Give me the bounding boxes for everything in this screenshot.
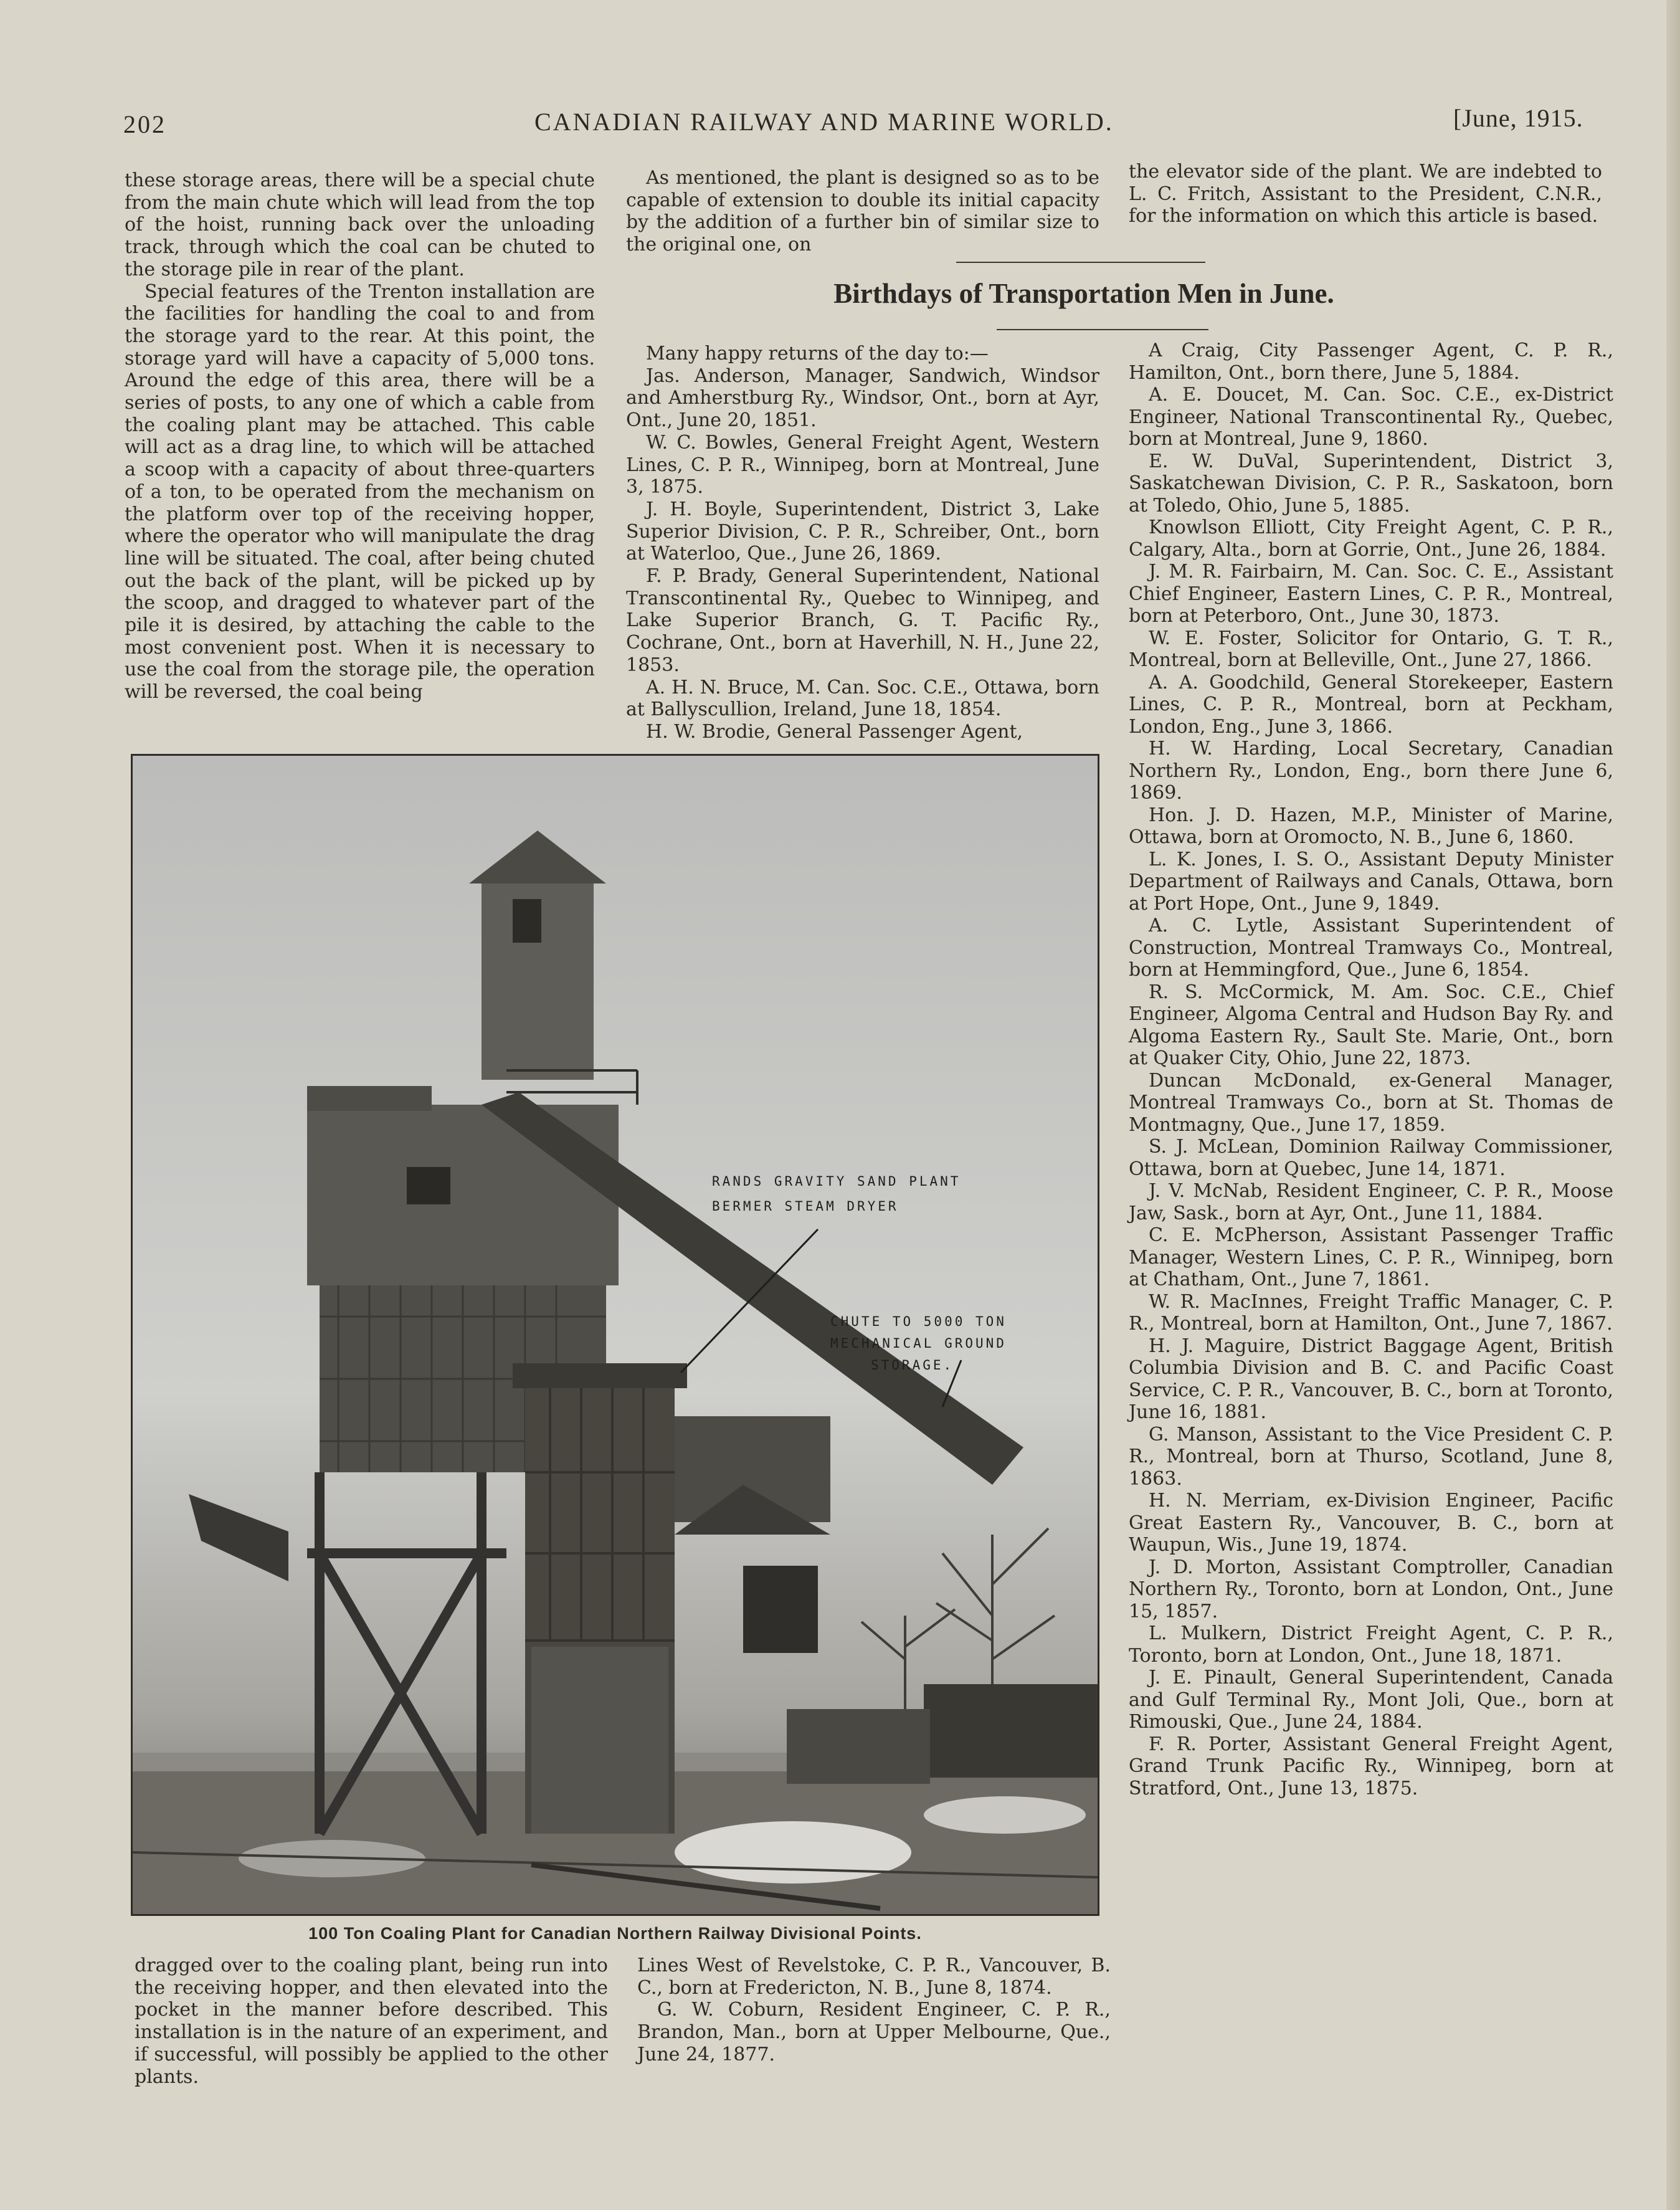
paragraph: As mentioned, the plant is designed so as to be capable of extension to double its initial capacity by the addition of a further bin of similar size to the original one, on: [626, 167, 1099, 256]
annotation-rands-line1: RANDS GRAVITY SAND PLANT: [712, 1174, 961, 1189]
birthday-entry: H. W. Harding, Local Secretary, Canadian Northern Ry., London, Eng., born there June 6, 1869.: [1129, 738, 1613, 804]
middle-column-top: [626, 167, 1099, 256]
birthday-entry: R. S. McCormick, M. Am. Soc. C.E., Chief Engineer, Algoma Central and Hudson Bay Ry. and Algoma Eastern Ry., Sault Ste. Marie, Ont., born at Quaker City, Ohio, June 22, 1873.: [1129, 981, 1613, 1069]
birthday-entry: L. K. Jones, I. S. O., Assistant Deputy Minister Department of Railways and Canals, Ottawa, born at Port Hope, Ont., June 9, 1849.: [1129, 848, 1613, 915]
section-rule-bottom: [997, 329, 1208, 330]
birthday-entry: J. H. Boyle, Superintendent, District 3, Lake Superior Division, C. P. R., Schreiber, Ont., born at Waterloo, Que., June 26, 1869.: [626, 498, 1099, 565]
birthday-list-right: [1129, 340, 1613, 1799]
birthday-entry: A. A. Goodchild, General Storekeeper, Eastern Lines, C. P. R., Montreal, born at Peckham, London, Eng., June 3, 1866.: [1129, 671, 1613, 738]
paragraph: Special features of the Trenton installation are the facilities for handling the coal to and from the storage yard to the rear. At this point, the storage yard will have a capacity of 5,000 tons. Around the edge of this area, there will be a series of posts, to any one of which a cable from the coaling plant may be attached. This cable will act as a drag line, to which will be attached a scoop with a capacity of about three-quarters of a ton, to be operated from the mechanism on the platform over top of the receiving hopper, where the operator who will manipulate the drag line will be situated. The coal, after being chuted out the back of the plant, will be picked up by the scoop, and dragged to whatever part of the pile it is desired, by attaching the cable to the most convenient post. When it is necessary to use the coal from the storage pile, the operation will be reversed, the coal being: [125, 280, 595, 703]
journal-title: CANADIAN RAILWAY AND MARINE WORLD.: [534, 108, 1114, 136]
paragraph: these storage areas, there will be a special chute from the main chute which will lead from the top of the hoist, running back over the unloading track, through which the coal can be chuted to the storage pile in rear of the plant.: [125, 169, 595, 280]
birthday-entry: Jas. Anderson, Manager, Sandwich, Windsor and Amherstburg Ry., Windsor, Ont., born at Ayr, Ont., June 20, 1851.: [626, 364, 1099, 432]
birthday-entry: J. M. R. Fairbairn, M. Can. Soc. C. E., Assistant Chief Engineer, Eastern Lines, C. P. R., Montreal, born at Peterboro, Ont., June 30, 1873.: [1129, 561, 1613, 627]
annotation-chute-line1: CHUTE TO 5000 TON: [830, 1314, 1007, 1329]
paragraph: dragged over to the coaling plant, being run into the receiving hopper, and then elevated into the pocket in the manner before described. This installation is in the nature of an experiment, and if successful, will possibly be applied to the other plants.: [135, 1955, 608, 2088]
birthday-entry: G. Manson, Assistant to the Vice President C. P. R., Montreal, born at Thurso, Scotland, June 8, 1863.: [1129, 1423, 1613, 1490]
birthday-entry: Lines West of Revelstoke, C. P. R., Vancouver, B. C., born at Fredericton, N. B., June 8, 1874.: [637, 1955, 1111, 1999]
birthday-entry: A. H. N. Bruce, M. Can. Soc. C.E., Ottawa, born at Ballyscullion, Ireland, June 18, 1854.: [626, 676, 1099, 721]
page-number: 202: [123, 110, 166, 138]
birthday-entry: W. E. Foster, Solicitor for Ontario, G. T. R., Montreal, born at Belleville, Ont., June 27, 1866.: [1129, 627, 1613, 671]
annotation-rands-line2: BERMER STEAM DRYER: [712, 1199, 899, 1214]
birthday-entry: H. W. Brodie, General Passenger Agent,: [646, 720, 1023, 743]
birthday-entry: F. P. Brady, General Superintendent, National Transcontinental Ry., Quebec to Winnipeg, and Lake Superior Branch, G. T. Pacific Ry., Cochrane, Ont., born at Haverhill, N. H., June 22, 1853.: [626, 565, 1099, 676]
birthday-entry: G. W. Coburn, Resident Engineer, C. P. R., Brandon, Man., born at Upper Melbourne, Que., June 24, 1877.: [637, 1999, 1111, 2065]
birthday-entry: S. J. McLean, Dominion Railway Commissioner, Ottawa, born at Quebec, June 14, 1871.: [1129, 1136, 1613, 1180]
birthday-entry: F. R. Porter, Assistant General Freight Agent, Grand Trunk Pacific Ry., Winnipeg, born at Stratford, Ont., June 13, 1875.: [1129, 1733, 1613, 1799]
birthday-entry: W. C. Bowles, General Freight Agent, Western Lines, C. P. R., Winnipeg, born at Montreal, June 3, 1875.: [626, 431, 1099, 498]
birthday-list-middle: [626, 343, 1099, 743]
birthday-entry: C. E. McPherson, Assistant Passenger Traffic Manager, Western Lines, C. P. R., Winnipeg, born at Chatham, Ont., June 7, 1861.: [1129, 1224, 1613, 1290]
birthday-entry: W. R. MacInnes, Freight Traffic Manager, C. P. R., Montreal, born at Hamilton, Ont., June 7, 1867.: [1129, 1290, 1613, 1335]
birthday-entry: A. C. Lytle, Assistant Superintendent of Construction, Montreal Tramways Co., Montreal, born at Hemmingford, Que., June 6, 1854.: [1129, 915, 1613, 981]
left-column-top: [125, 169, 595, 703]
annotation-chute-line3: STORAGE.: [871, 1358, 954, 1373]
birthday-entry: Duncan McDonald, ex-General Manager, Montreal Tramways Co., born at St. Thomas de Montmagny, Que., June 17, 1859.: [1129, 1069, 1613, 1136]
photo-caption: 100 Ton Coaling Plant for Canadian Northern Railway Divisional Points.: [308, 1924, 922, 1943]
section-rule-top: [956, 262, 1205, 263]
birthday-entry: J. E. Pinault, General Superintendent, Canada and Gulf Terminal Ry., Mont Joli, Que., born at Rimouski, Que., June 24, 1884.: [1129, 1667, 1613, 1733]
birthday-entry: J. V. McNab, Resident Engineer, C. P. R., Moose Jaw, Sask., born at Ayr, Ont., June 11, 1884.: [1129, 1180, 1613, 1224]
birthday-entry: J. D. Morton, Assistant Comptroller, Canadian Northern Ry., Toronto, born at London, Ont., June 15, 1857.: [1129, 1556, 1613, 1622]
right-column-top: [1129, 161, 1602, 227]
issue-date: [June, 1915.: [1453, 104, 1583, 132]
paragraph: the elevator side of the plant. We are indebted to L. C. Fritch, Assistant to the President, C.N.R., for the information on which this article is based.: [1129, 161, 1602, 227]
page-edge: [1666, 0, 1680, 2210]
birthday-entry: A Craig, City Passenger Agent, C. P. R., Hamilton, Ont., born there, June 5, 1884.: [1129, 340, 1613, 384]
birthday-entry: L. Mulkern, District Freight Agent, C. P. R., Toronto, born at London, Ont., June 18, 1871.: [1129, 1622, 1613, 1667]
birthday-entry: H. J. Maguire, District Baggage Agent, British Columbia Division and B. C. and Pacific Coast Service, C. P. R., Vancouver, B. C., born at Toronto, June 16, 1881.: [1129, 1335, 1613, 1423]
birthday-entry: E. W. DuVal, Superintendent, District 3, Saskatchewan Division, C. P. R., Saskatoon, born at Toledo, Ohio, June 5, 1885.: [1129, 450, 1613, 517]
birthday-entry: Hon. J. D. Hazen, M.P., Minister of Marine, Ottawa, born at Oromocto, N. B., June 6, 1860.: [1129, 804, 1613, 848]
annotation-chute-line2: MECHANICAL GROUND: [830, 1336, 1007, 1351]
birthday-intro: Many happy returns of the day to:—: [646, 343, 989, 364]
coaling-plant-photo: [131, 754, 1099, 1916]
birthday-entry: H. N. Merriam, ex-Division Engineer, Pacific Great Eastern Ry., Vancouver, B. C., born at Waupun, Wis., June 19, 1874.: [1129, 1490, 1613, 1556]
left-column-bottom: [135, 1955, 608, 2088]
section-title: Birthdays of Transportation Men in June.: [833, 278, 1334, 309]
birthday-list-middle-bottom: [637, 1955, 1111, 2066]
birthday-entry: A. E. Doucet, M. Can. Soc. C.E., ex-District Engineer, National Transcontinental Ry., Quebec, born at Montreal, June 9, 1860.: [1129, 384, 1613, 450]
birthday-entry: Knowlson Elliott, City Freight Agent, C. P. R., Calgary, Alta., born at Gorrie, Ont., June 26, 1884.: [1129, 517, 1613, 561]
